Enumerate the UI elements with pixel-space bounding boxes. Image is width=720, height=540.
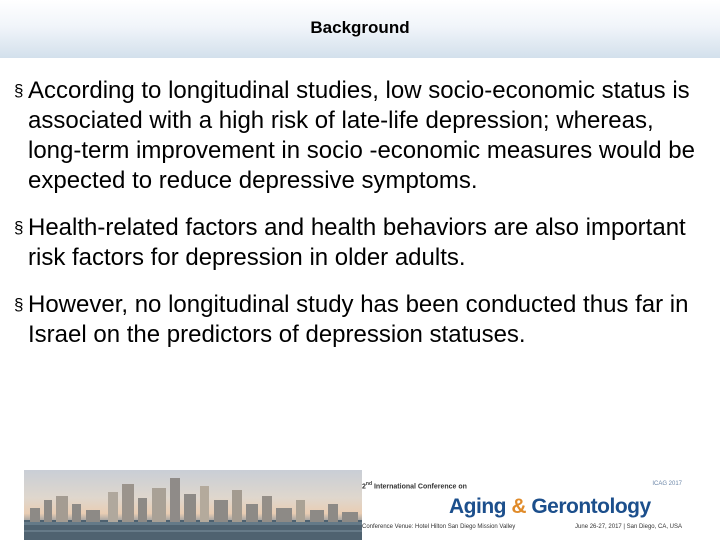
conference-amp: &	[511, 495, 526, 518]
conference-date: June 26-27, 2017 | San Diego, CA, USA	[575, 524, 682, 530]
bullet-text: Health-related factors and health behaviors are also important risk factors for depression in older adults.	[28, 214, 686, 271]
conference-word-gerontology: Gerontology	[531, 495, 651, 518]
bullet-marker-icon: §	[14, 295, 24, 314]
bullet-item	[14, 290, 704, 350]
bullet-marker-icon: §	[14, 218, 24, 237]
city-skyline-image	[24, 470, 362, 540]
conference-tag: ICAG 2017	[652, 481, 682, 487]
conference-ordinal: 2	[362, 483, 366, 491]
conference-ordinal-suffix: nd	[365, 481, 373, 487]
conference-banner	[24, 470, 696, 540]
conference-label	[362, 481, 467, 490]
conference-name	[449, 495, 651, 519]
conference-venue: Conference Venue: Hotel Hilton San Diego Mission Valley	[362, 524, 516, 530]
slide-title: Background	[310, 18, 410, 37]
bullet-marker-icon: §	[14, 81, 24, 100]
bullet-item	[14, 213, 704, 273]
bullet-text: According to longitudinal studies, low socio-economic status is associated with a high risk of late-life depression; whereas, long-term improvement in socio -economic measures would be expected to reduce depressive symptoms.	[28, 77, 695, 194]
slide-content	[14, 76, 704, 367]
bullet-text: However, no longitudinal study has been conducted thus far in Israel on the predictors of depression statuses.	[28, 291, 689, 348]
title-bar	[0, 0, 720, 58]
conference-label-text: International Conference on	[373, 483, 467, 491]
bullet-item	[14, 76, 704, 196]
skyline-icon	[24, 470, 362, 540]
conference-word-aging: Aging	[449, 495, 506, 518]
